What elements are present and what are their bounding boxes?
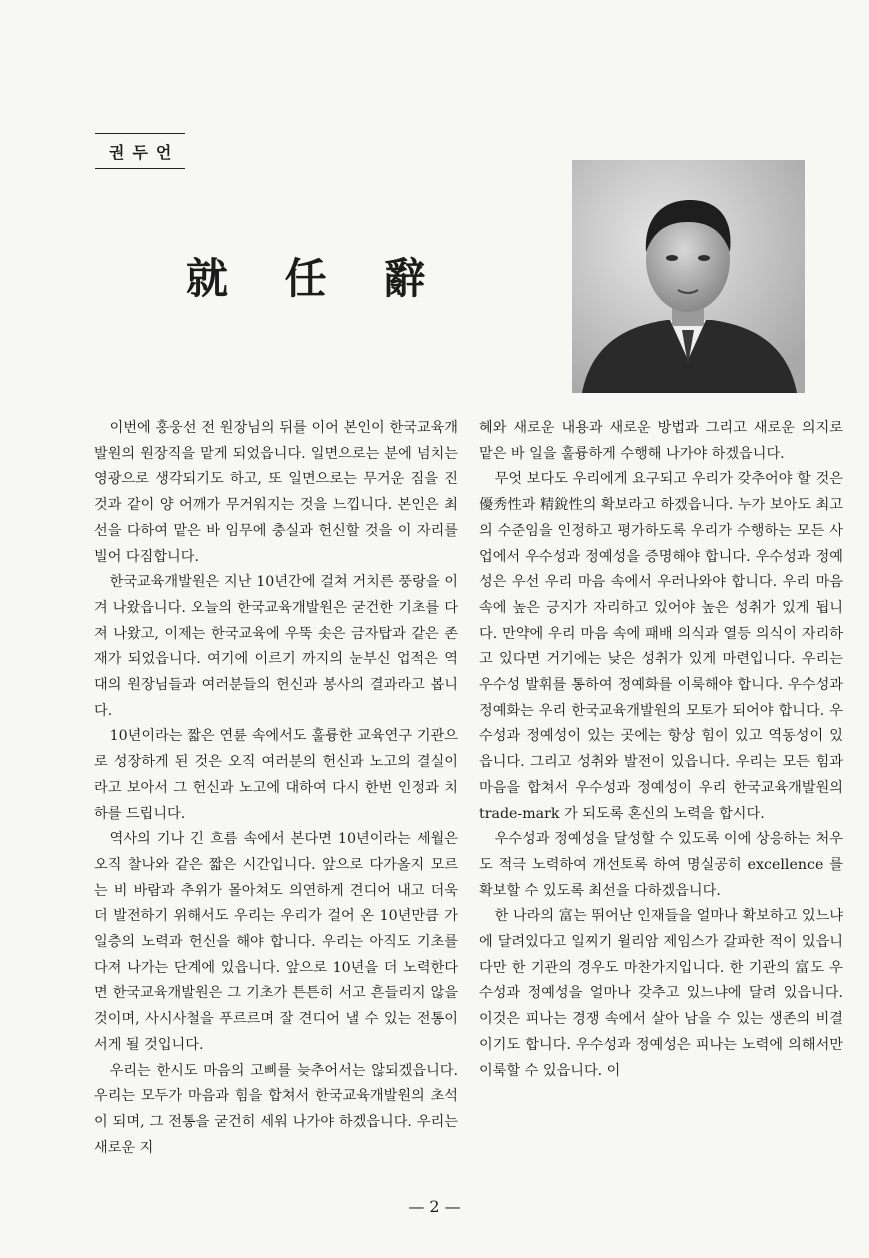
paragraph: 무엇 보다도 우리에게 요구되고 우리가 갖추어야 할 것은 優秀性과 精銳性의 확보라고 하겠읍니다. 누가 보아도 최고의 수준임을 인정하고 평가하도록 우리가 수행하는 모든 사업에서 우수성과 정예성을 증명해야 합니다. 우수성과 정예성은 우선 우리 마음 속에서 우러나와야 합니다. 우리 마음 속에 높은 긍지가 자리하고 있어야 높은 성취가 있게 됩니다. 만약에 우리 마음 속에 패배 의식과 열등 의식이 자리하고 있다면 거기에는 낮은 성취가 있게 마련입니다. 우리는 우수성 발휘를 통하여 정예화를 이룩해야 합니다. 우수성과 정예화는 우리 한국교육개발원의 모토가 되어야 합니다. 우수성과 정예성이 있는 곳에는 항상 힘이 있고 역동성이 있읍니다. 그리고 성취와 발전이 있읍니다. 우리는 모든 힘과 마음을 합쳐서 우수성과 정예성이 우리 한국교육개발원의 trade-mark 가 되도록 혼신의 노력을 합시다. [479, 471, 843, 822]
paragraph: 역사의 기나 긴 흐름 속에서 본다면 10년이라는 세월은 오직 찰나와 같은 짧은 시간입니다. 앞으로 다가올지 모르는 비 바람과 추위가 몰아쳐도 의연하게 견디어 내고 더욱 더 발전하기 위해서도 우리는 우리가 걸어 온 10년만큼 가일층의 노력과 헌신을 해야 합니다. 우리는 아직도 기초를 다져 나가는 단계에 있읍니다. 앞으로 10년을 더 노력한다면 한국교육개발원은 그 기초가 튼튼히 서고 흔들리지 않을것이며, 사시사철을 푸르르며 잘 견디어 낼 수 있는 전통이 서게 될 것입니다. [94, 831, 458, 1053]
paragraph: 한 나라의 富는 뛰어난 인재들을 얼마나 확보하고 있느냐에 달려있다고 일찌기 윌리암 제임스가 갈파한 적이 있읍니다만 한 기관의 경우도 마찬가지입니다. 한 기관의 富도 우수성과 정예성을 얼마나 갖추고 있느냐에 달려 있읍니다. 이것은 피나는 경쟁 속에서 살아 남을 수 있는 생존의 비결이기도 합니다. 우수성과 정예성은 피나는 노력에 의해서만 이룩할 수 있읍니다. 이 [479, 908, 843, 1079]
page-number: — 2 — [408, 1197, 461, 1216]
paragraph: 혜와 새로운 내용과 새로운 방법과 그리고 새로운 의지로 맡은 바 일을 훌륭하게 수행해 나가야 하겠읍니다. [479, 420, 843, 462]
body-column-right [479, 416, 843, 1084]
body-column-left [94, 416, 458, 1161]
paragraph: 우수성과 정예성을 달성할 수 있도록 이에 상응하는 처우도 적극 노력하여 개선토록 하여 명실공히 excellence 를 확보할 수 있도록 최선을 다하겠읍니다. [479, 831, 843, 899]
paragraph: 이번에 홍웅선 전 원장님의 뒤를 이어 본인이 한국교육개발원의 원장직을 맡게 되었읍니다. 일면으로는 분에 넘치는 영광으로 생각되기도 하고, 또 일면으로는 무거운 짐을 진 것과 같이 양 어깨가 무거워지는 것을 느낍니다. 본인은 최선을 다하여 맡은 바 임무에 충실과 헌신할 것을 이 자리를 빌어 다짐합니다. [94, 420, 458, 565]
section-label-author: 권두언 [95, 133, 185, 169]
paragraph: 10년이라는 짧은 연륜 속에서도 훌륭한 교육연구 기관으로 성장하게 된 것은 오직 여러분의 헌신과 노고의 결실이라고 보아서 그 헌신과 노고에 대하여 다시 한번 인정과 치하를 드립니다. [94, 728, 458, 822]
page-title: 就 任 辭 [186, 254, 428, 303]
paragraph: 우리는 한시도 마음의 고삐를 늦추어서는 않되겠읍니다. 우리는 모두가 마음과 힘을 합쳐서 한국교육개발원의 초석이 되며, 그 전통을 굳건히 세워 나가야 하겠읍니다. 우리는 새로운 지 [94, 1062, 458, 1156]
portrait-photo-icon [572, 160, 805, 393]
paragraph: 한국교육개발원은 지난 10년간에 걸쳐 거치른 풍랑을 이겨 나왔읍니다. 오늘의 한국교육개발원은 굳건한 기초를 다져 나왔고, 이제는 한국교육에 우뚝 솟은 금자탑과 같은 존재가 되었읍니다. 여기에 이르기 까지의 눈부신 업적은 역대의 원장님들과 여러분들의 헌신과 봉사의 결과라고 봅니다. [94, 574, 458, 719]
